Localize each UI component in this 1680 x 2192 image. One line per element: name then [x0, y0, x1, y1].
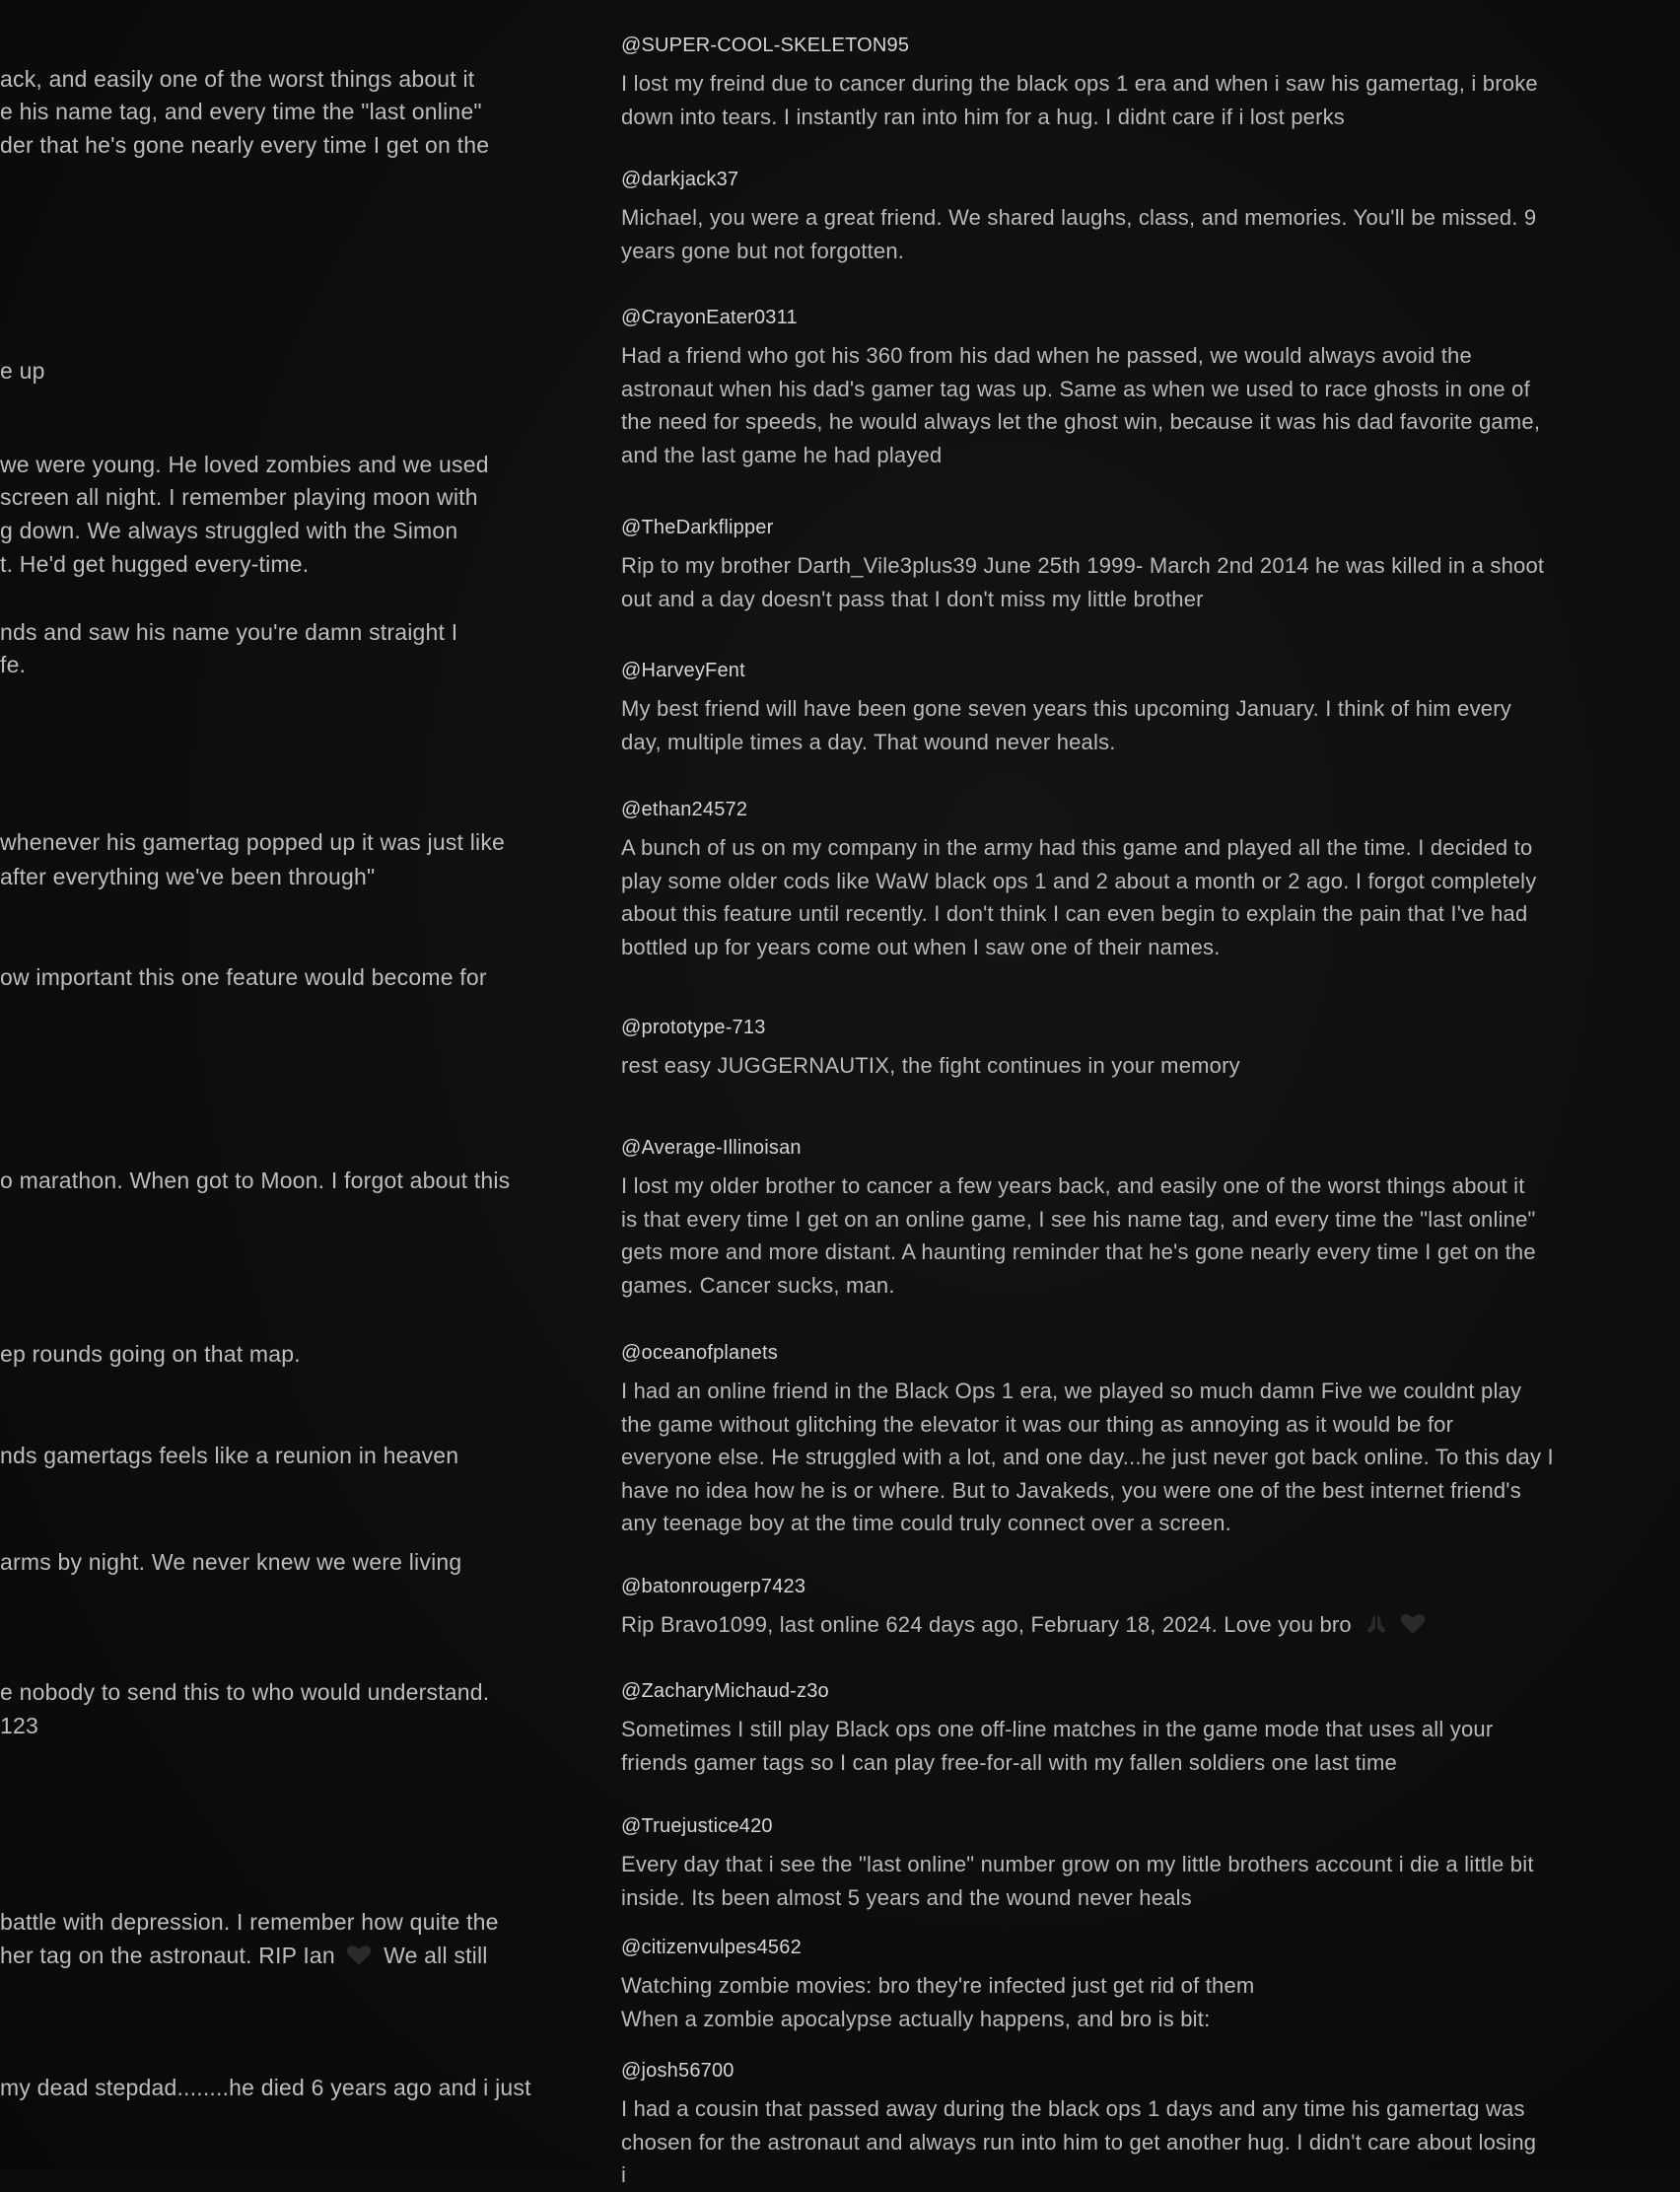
praying-hands-icon — [1364, 1613, 1389, 1635]
left-text-line: 123 — [0, 1713, 38, 1738]
comment-author-handle[interactable]: @ZacharyMichaud-z3o — [621, 1680, 829, 1702]
comment-text-line: Sometimes I still play Black ops one off-line matches in the game mode that uses all your — [621, 1717, 1494, 1741]
comment-author-handle[interactable]: @CrayonEater0311 — [621, 307, 798, 328]
comment-text-line: When a zombie apocalypse actually happens, and bro is bit: — [621, 2006, 1211, 2031]
left-text-fragment: We all still — [384, 1943, 488, 1968]
left-text-line-with-heart — [0, 1940, 488, 1972]
left-text-line: arms by night. We never knew we were living — [0, 1549, 462, 1575]
comment-text-line: I had an online friend in the Black Ops 1 era, we played so much damn Five we couldnt play — [621, 1379, 1522, 1403]
comment-text-line: Michael, you were a great friend. We shared laughs, class, and memories. You'll be missed. 9 — [621, 205, 1537, 230]
left-text-line: e nobody to send this to who would understand. — [0, 1679, 490, 1705]
comment-text-line: inside. Its been almost 5 years and the wound never heals — [621, 1884, 1192, 1910]
left-text-line: ack, and easily one of the worst things about it — [0, 66, 475, 92]
left-text-line: battle with depression. I remember how quite the — [0, 1909, 499, 1935]
left-text-fragment: her tag on the astronaut. RIP Ian — [0, 1943, 335, 1968]
comment-text-line: I had a cousin that passed away during the black ops 1 days and any time his gamertag was — [621, 2096, 1525, 2121]
black-heart-icon — [346, 1945, 372, 1966]
left-text-line: ep rounds going on that map. — [0, 1341, 301, 1367]
left-text-line: t. He'd get hugged every-time. — [0, 551, 310, 577]
comment-text-line: astronaut when his dad's gamer tag was up. Same as when we used to race ghosts in one of — [621, 376, 1530, 401]
comment — [621, 1678, 1607, 1779]
comment-text-line: I lost my freind due to cancer during the black ops 1 era and when i saw his gamertag, i broke — [621, 71, 1538, 96]
left-text-line: nds and saw his name you're damn straight I — [0, 619, 458, 645]
comment-text-line: play some older cods like WaW black ops 1 and 2 about a month or 2 ago. I forgot completely — [621, 868, 1537, 893]
comment-text-line: My best friend will have been gone seven years this upcoming January. I think of him every — [621, 696, 1511, 721]
left-text-line: g down. We always struggled with the Simon — [0, 518, 458, 543]
left-text-line: my dead stepdad........he died 6 years ago and i just — [0, 2075, 531, 2100]
comment-text-line: and the last game he had played — [621, 442, 943, 467]
comment-author-handle[interactable]: @Truejustice420 — [621, 1815, 773, 1837]
comment-author-handle[interactable]: @prototype-713 — [621, 1017, 766, 1038]
left-text-line: nds gamertags feels like a reunion in heaven — [0, 1443, 459, 1468]
comment — [621, 33, 1607, 133]
comment — [621, 1015, 1607, 1083]
comment — [621, 515, 1607, 615]
comment-author-handle[interactable]: @Average-Illinoisan — [621, 1137, 802, 1159]
left-comment-column — [0, 0, 592, 2169]
comment — [621, 797, 1607, 963]
comment-text-line: I lost my older brother to cancer a few years back, and easily one of the worst things about it — [621, 1173, 1525, 1198]
comment-text-line: out and a day doesn't pass that I don't miss my little brother — [621, 586, 1204, 611]
comment — [621, 1813, 1607, 1914]
comment-text-line: chosen for the astronaut and always run into him to get another hug. I didn't care about losing — [621, 2129, 1537, 2155]
comment — [621, 167, 1607, 267]
comment-text-line: is that every time I get on an online game, I see his name tag, and every time the "last online" — [621, 1206, 1536, 1232]
comment-author-handle[interactable]: @darkjack37 — [621, 169, 739, 190]
left-text-line: fe. — [0, 652, 27, 677]
comment-author-handle[interactable]: @citizenvulpes4562 — [621, 1937, 802, 1958]
comment-text-line: the need for speeds, he would always let the ghost win, because it was his dad favorite game, — [621, 409, 1541, 434]
left-text-line: we were young. He loved zombies and we used — [0, 452, 489, 477]
left-text-line: o marathon. When got to Moon. I forgot about this — [0, 1167, 511, 1193]
comment-text-line: day, multiple times a day. That wound never heals. — [621, 729, 1116, 754]
left-text-line: der that he's gone nearly every time I get on the — [0, 132, 490, 158]
comment-text-line: friends gamer tags so I can play free-for-all with my fallen soldiers one last time — [621, 1749, 1397, 1775]
comment-text-line: Rip to my brother Darth_Vile3plus39 June 25th 1999- March 2nd 2014 he was killed in a shoot — [621, 553, 1545, 578]
left-text-line: screen all night. I remember playing moon with — [0, 484, 478, 510]
left-text-line: e up — [0, 358, 45, 384]
comment-text-line: rest easy JUGGERNAUTIX, the fight continues in your memory — [621, 1053, 1240, 1078]
comment-author-handle[interactable]: @SUPER-COOL-SKELETON95 — [621, 35, 910, 56]
comment-text-line: years gone but not forgotten. — [621, 238, 905, 263]
comment — [621, 2058, 1607, 2192]
comment-text-line: down into tears. I instantly ran into him for a hug. I didnt care if i lost perks — [621, 104, 1345, 129]
comment — [621, 1935, 1607, 2035]
comment-author-handle[interactable]: @batonrougerp7423 — [621, 1576, 806, 1597]
comment-text-line: everyone else. He struggled with a lot, and one day...he just never got back online. To this day I — [621, 1445, 1554, 1469]
comment-text-fragment: Rip Bravo1099, last online 624 days ago, February 18, 2024. Love you bro — [621, 1612, 1352, 1637]
comment-text-line: Every day that i see the "last online" number grow on my little brothers account i die a little bit — [621, 1852, 1534, 1876]
left-text-line: after everything we've been through" — [0, 864, 376, 889]
comment-text-line-with-emoji — [621, 1608, 1607, 1642]
comment-text-line: about this feature until recently. I don't think I can even begin to explain the pain that I've had — [621, 901, 1528, 926]
comment-author-handle[interactable]: @josh56700 — [621, 2060, 735, 2082]
comment-author-handle[interactable]: @ethan24572 — [621, 799, 748, 820]
left-text-line: e his name tag, and every time the "last online" — [0, 99, 482, 124]
comment-author-handle[interactable]: @HarveyFent — [621, 660, 745, 681]
comment-author-handle[interactable]: @oceanofplanets — [621, 1342, 778, 1364]
comment — [621, 658, 1607, 758]
left-text-line: ow important this one feature would become for — [0, 964, 487, 990]
comment-text-line: A bunch of us on my company in the army had this game and played all the time. I decided to — [621, 835, 1533, 860]
comment-text-line: the game without glitching the elevator it was our thing as annoying as it would be for — [621, 1411, 1454, 1437]
comment-author-handle[interactable]: @TheDarkflipper — [621, 517, 774, 538]
comment-text-line: bottled up for years come out when I saw one of their names. — [621, 934, 1221, 959]
comment — [621, 1135, 1607, 1302]
comment — [621, 1574, 1607, 1642]
comment-text-line: have no idea how he is or where. But to Javakeds, you were one of the best internet friend's — [621, 1477, 1521, 1503]
comment-text-line: i — [621, 2162, 627, 2187]
comment-text-line: gets more and more distant. A haunting reminder that he's gone nearly every time I get on the — [621, 1239, 1536, 1264]
comment-text-line: Had a friend who got his 360 from his dad when he passed, we would always avoid the — [621, 343, 1472, 368]
comment-text-line: any teenage boy at the time could truly connect over a screen. — [621, 1511, 1231, 1535]
comment-text-line: Watching zombie movies: bro they're infected just get rid of them — [621, 1973, 1255, 1998]
comment — [621, 1340, 1607, 1540]
comment — [621, 305, 1607, 471]
comment-text-line: games. Cancer sucks, man. — [621, 1272, 895, 1298]
left-text-line: whenever his gamertag popped up it was just like — [0, 829, 506, 855]
black-heart-icon — [1400, 1613, 1426, 1635]
